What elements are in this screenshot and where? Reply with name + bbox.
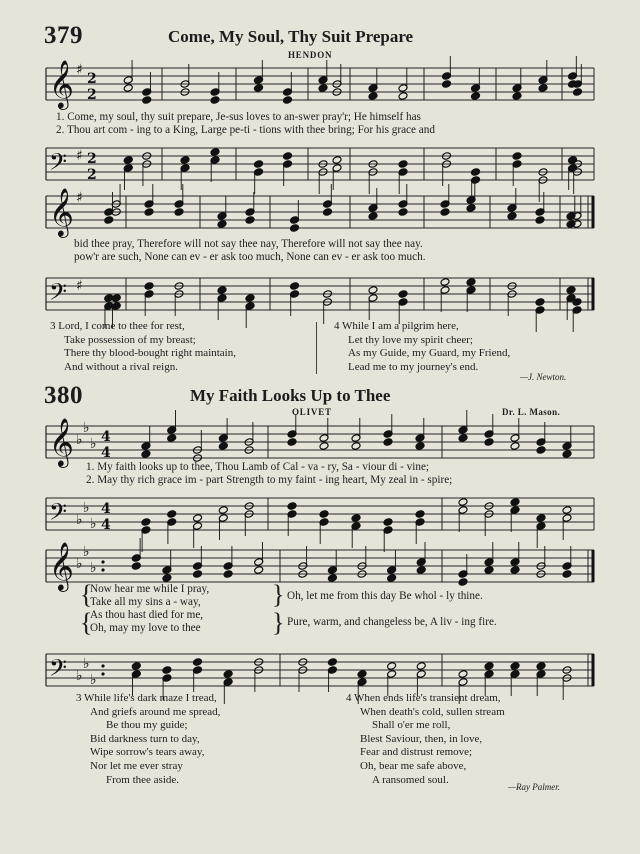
hymn-379-title: Come, My Soul, Thy Suit Prepare bbox=[168, 27, 414, 46]
treble-clef-icon: 𝄞 bbox=[49, 541, 74, 590]
note-head bbox=[254, 566, 264, 575]
bass-clef-icon: 𝄢 bbox=[49, 498, 68, 531]
stanza-line: Let thy love my spirit cheer; bbox=[348, 333, 473, 346]
flat-sign-icon: ♭ bbox=[83, 544, 90, 560]
note-head bbox=[566, 286, 576, 295]
time-signature-bottom: 2 bbox=[87, 87, 97, 103]
lyric-line: Oh, may my love to thee bbox=[90, 622, 201, 634]
repeat-dot bbox=[101, 664, 104, 667]
note-head bbox=[290, 224, 300, 233]
note-head bbox=[535, 298, 545, 307]
note-head bbox=[319, 442, 329, 451]
lyric-line: Take all my sins a - way, bbox=[90, 596, 201, 608]
note-head bbox=[387, 662, 397, 671]
stanza-line: A ransomed soul. bbox=[372, 773, 449, 786]
lyric-line: As thou hast died for me, bbox=[90, 609, 204, 621]
hymn-380-system2-right-verse1: Oh, let me from this day Be whol - ly thine. bbox=[287, 590, 483, 602]
note-head bbox=[383, 438, 393, 447]
note-head bbox=[323, 208, 333, 217]
hymn-380-system1-verse1: 1. My faith looks up to thee, Thou Lamb of Cal - va - ry, Sa - viour di - vine; bbox=[86, 461, 430, 473]
note-head bbox=[471, 92, 481, 101]
flat-sign-icon: ♭ bbox=[76, 556, 83, 572]
note-head bbox=[562, 570, 572, 579]
note-head bbox=[507, 212, 517, 221]
note-head bbox=[387, 574, 397, 583]
note-head bbox=[223, 670, 233, 679]
note-head bbox=[131, 562, 141, 571]
stanza-line: Nor let me ever stray bbox=[90, 759, 183, 772]
note-head bbox=[538, 84, 548, 93]
hymn-380-left-brace-bottom: { bbox=[80, 608, 93, 637]
hymn-380-right-brace-bottom: } bbox=[272, 608, 285, 637]
note-head bbox=[510, 662, 520, 671]
note-head bbox=[535, 216, 545, 225]
treble-clef-icon: 𝄞 bbox=[49, 187, 74, 236]
sharp-sign-icon: ♯ bbox=[76, 278, 83, 294]
note-head bbox=[210, 148, 220, 157]
note-head bbox=[131, 662, 141, 671]
note-head bbox=[568, 156, 578, 165]
hymn-380-right-brace-top: } bbox=[272, 580, 285, 609]
stanza-line: 4 While I am a pilgrim here, bbox=[334, 320, 459, 332]
bass-clef-icon: 𝄢 bbox=[49, 148, 68, 181]
note-head bbox=[332, 156, 342, 165]
stanza-line: Take possession of my breast; bbox=[64, 333, 196, 346]
stanza-line: There thy blood-bought right maintain, bbox=[64, 347, 236, 360]
note-head bbox=[416, 566, 426, 575]
stanza-line: Bid darkness turn to day, bbox=[90, 732, 200, 745]
note-head bbox=[193, 570, 203, 579]
hymn-379-system2-verse2: pow'r are such, None can ev - er ask too much, None can ev - er ask too much. bbox=[74, 251, 426, 263]
stanza-line: From thee aside. bbox=[106, 773, 180, 786]
note-head bbox=[283, 152, 293, 161]
note-head bbox=[327, 658, 337, 667]
note-head bbox=[141, 450, 151, 459]
hymn-380-stanza-4 bbox=[346, 692, 505, 787]
note-head bbox=[287, 502, 297, 511]
flat-sign-icon: ♭ bbox=[76, 512, 83, 528]
note-head bbox=[351, 442, 361, 451]
note-head bbox=[416, 662, 426, 671]
note-head bbox=[167, 434, 177, 443]
note-head bbox=[218, 442, 228, 451]
note-head bbox=[245, 216, 255, 225]
note-head bbox=[167, 510, 177, 519]
note-head bbox=[440, 278, 450, 287]
note-head bbox=[415, 442, 425, 451]
note-head bbox=[440, 208, 450, 217]
note-head bbox=[536, 514, 546, 523]
flat-sign-icon: ♭ bbox=[76, 668, 83, 684]
hymn-379-stanza-divider bbox=[316, 322, 317, 374]
note-head bbox=[383, 518, 393, 527]
bass-clef-icon: 𝄢 bbox=[49, 654, 68, 687]
stanza-line: Lead me to my journey's end. bbox=[348, 360, 479, 373]
hymn-380-system2-left-lyrics bbox=[90, 583, 209, 635]
note-head bbox=[162, 574, 172, 583]
stanza-line: Wipe sorrow's tears away, bbox=[90, 746, 205, 759]
time-signature-bottom: 4 bbox=[101, 517, 111, 533]
note-head bbox=[368, 286, 378, 295]
stanza-line: And griefs around me spread, bbox=[90, 705, 221, 718]
note-head bbox=[327, 574, 337, 583]
flat-sign-icon: ♭ bbox=[90, 672, 97, 688]
note-head bbox=[254, 160, 264, 169]
hymn-380-system1-treble-staff bbox=[40, 417, 596, 466]
time-signature-top: 4 bbox=[101, 501, 111, 517]
stanza-line: 3 While life's dark maze I tread, bbox=[76, 692, 217, 704]
hymn-380-system1-verse2: 2. May thy rich grace im - part Strength to my faint - ing heart, My zeal in - spire; bbox=[86, 474, 453, 486]
hymn-379-stanza-3 bbox=[50, 320, 236, 374]
stanza-line: Oh, bear me safe above, bbox=[360, 759, 467, 772]
hymn-380-system1-bass-staff bbox=[40, 492, 596, 538]
repeat-dot bbox=[101, 560, 104, 563]
hymn-380-system2-right-verse2: Pure, warm, and changeless be, A liv - ing fire. bbox=[287, 616, 497, 628]
note-head bbox=[217, 220, 227, 229]
note-head bbox=[536, 662, 546, 671]
note-head bbox=[368, 92, 378, 101]
time-signature-top: 2 bbox=[87, 151, 97, 167]
hymn-379-stanza-4 bbox=[334, 320, 510, 374]
note-head bbox=[174, 208, 184, 217]
note-head bbox=[458, 498, 468, 507]
note-head bbox=[210, 96, 220, 105]
hymn-379-tune-name: HENDON bbox=[288, 50, 333, 60]
note-head bbox=[368, 212, 378, 221]
note-head bbox=[245, 294, 255, 303]
flat-sign-icon: ♭ bbox=[76, 432, 83, 448]
hymn-380-tune-name: OLIVET bbox=[292, 407, 332, 417]
treble-clef-icon: 𝄞 bbox=[49, 59, 74, 108]
hymn-379-system2-treble-staff bbox=[40, 187, 596, 236]
sharp-sign-icon: ♯ bbox=[76, 62, 83, 78]
flat-sign-icon: ♭ bbox=[90, 436, 97, 452]
note-head bbox=[254, 84, 264, 93]
note-head bbox=[415, 510, 425, 519]
flat-sign-icon: ♭ bbox=[90, 516, 97, 532]
hymn-380-stanza-3 bbox=[76, 692, 220, 787]
note-head bbox=[458, 670, 468, 679]
sharp-sign-icon: ♯ bbox=[76, 190, 83, 206]
hymn-380-composer: Dr. L. Mason. bbox=[502, 407, 561, 417]
note-head bbox=[562, 450, 572, 459]
note-head bbox=[283, 96, 293, 105]
hymn-379-system1-verse2: 2. Thou art com - ing to a King, Large pe-ti - tions with thee bring; For his grace and bbox=[56, 124, 435, 136]
note-head bbox=[512, 92, 522, 101]
note-head bbox=[351, 514, 361, 523]
hymn-379-system2-bass-staff bbox=[40, 272, 596, 318]
note-head bbox=[223, 570, 233, 579]
hymn-380-author: —Ray Palmer. bbox=[508, 782, 560, 792]
note-head bbox=[123, 84, 133, 93]
note-head bbox=[484, 438, 494, 447]
note-head bbox=[398, 160, 408, 169]
note-head bbox=[290, 282, 300, 291]
stanza-line: Fear and distrust remove; bbox=[360, 746, 473, 759]
flat-sign-icon: ♭ bbox=[83, 420, 90, 436]
note-head bbox=[193, 658, 203, 667]
stanza-line: When death's cold, sullen stream bbox=[360, 705, 505, 718]
note-head bbox=[319, 510, 329, 519]
hymn-379-system1-treble-staff bbox=[40, 59, 596, 108]
note-head bbox=[458, 578, 468, 587]
stanza-line: Blest Saviour, then, in love, bbox=[360, 732, 483, 745]
note-head bbox=[142, 96, 152, 105]
note-head bbox=[512, 152, 522, 161]
stanza-line: 4 When ends life's transient dream, bbox=[346, 692, 501, 704]
flat-sign-icon: ♭ bbox=[83, 500, 90, 516]
note-head bbox=[398, 208, 408, 217]
hymn-380-number: 380 bbox=[44, 382, 83, 409]
repeat-dot bbox=[101, 672, 104, 675]
stanza-line: And without a rival reign. bbox=[64, 360, 178, 373]
note-head bbox=[458, 434, 468, 443]
stanza-line: 3 Lord, I come to thee for rest, bbox=[50, 320, 185, 332]
note-head bbox=[536, 446, 546, 455]
note-head bbox=[141, 518, 151, 527]
note-head bbox=[318, 84, 328, 93]
time-signature-bottom: 4 bbox=[101, 445, 111, 461]
note-head bbox=[357, 670, 367, 679]
note-head bbox=[562, 506, 572, 515]
time-signature-bottom: 2 bbox=[87, 167, 97, 183]
note-head bbox=[510, 442, 520, 451]
note-head bbox=[510, 498, 520, 507]
note-head bbox=[104, 216, 114, 225]
note-head bbox=[144, 282, 154, 291]
sharp-sign-icon: ♯ bbox=[76, 148, 83, 164]
hymn-380-title: My Faith Looks Up to Thee bbox=[190, 386, 391, 405]
hymn-379-number: 379 bbox=[44, 22, 83, 49]
note-head bbox=[573, 88, 583, 97]
stanza-line: Be thou my guide; bbox=[106, 719, 188, 732]
note-head bbox=[144, 208, 154, 217]
note-head bbox=[466, 204, 476, 213]
note-head bbox=[111, 294, 121, 303]
note-head bbox=[218, 506, 228, 515]
repeat-dot bbox=[101, 568, 104, 571]
flat-sign-icon: ♭ bbox=[90, 560, 97, 576]
lyric-line: Now hear me while I pray, bbox=[90, 583, 210, 595]
note-head bbox=[471, 168, 481, 177]
hymn-380-system2-bass-staff bbox=[40, 648, 596, 694]
note-head bbox=[484, 662, 494, 671]
note-head bbox=[162, 666, 172, 675]
stanza-line: As my Guide, my Guard, my Friend, bbox=[348, 347, 511, 360]
time-signature-top: 2 bbox=[87, 71, 97, 87]
note-head bbox=[484, 566, 494, 575]
hymn-379-system2-verse1: bid thee pray, Therefore will not say thee nay, Therefore will not say thee nay. bbox=[74, 238, 423, 250]
note-head bbox=[123, 156, 133, 165]
hymn-380-left-brace-top: { bbox=[80, 580, 93, 609]
note-head bbox=[442, 80, 452, 89]
bass-clef-icon: 𝄢 bbox=[49, 278, 68, 311]
time-signature-top: 4 bbox=[101, 429, 111, 445]
hymn-379-system1-bass-staff bbox=[40, 142, 596, 188]
note-head bbox=[193, 514, 203, 523]
note-head bbox=[398, 290, 408, 299]
treble-clef-icon: 𝄞 bbox=[49, 417, 74, 466]
note-head bbox=[398, 92, 408, 101]
note-head bbox=[287, 438, 297, 447]
stanza-line: Shall o'er me roll, bbox=[372, 719, 451, 732]
hymn-379-system1-verse1: 1. Come, my soul, thy suit prepare, Je-sus loves to an-swer pray'r; He himself has bbox=[56, 111, 421, 123]
note-head bbox=[180, 156, 190, 165]
note-head bbox=[510, 566, 520, 575]
note-head bbox=[466, 278, 476, 287]
note-head bbox=[217, 286, 227, 295]
hymn-379-author: —J. Newton. bbox=[520, 372, 567, 382]
flat-sign-icon: ♭ bbox=[83, 656, 90, 672]
